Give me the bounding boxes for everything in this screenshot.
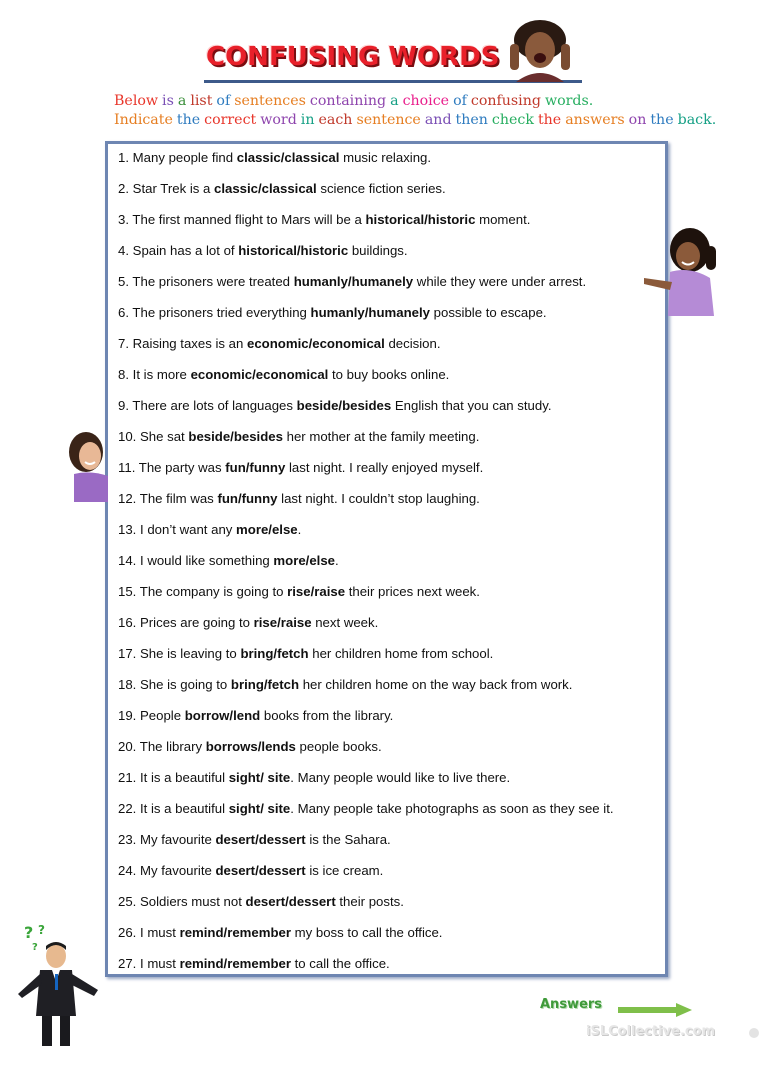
sentence-text: her mother at the family meeting. <box>282 429 480 444</box>
instructions-word: is <box>162 93 174 109</box>
sentence-text: while they were under arrest. <box>413 274 587 289</box>
sentence-text: 12. The film was <box>118 491 218 506</box>
sentence-text: 5. The prisoners were treated <box>118 274 294 289</box>
sentence-text: . <box>297 522 302 537</box>
sentence-text: 3. The first manned flight to Mars will be a <box>118 212 366 227</box>
word-choice: sight/ site <box>228 801 291 816</box>
instructions <box>114 92 717 130</box>
sentence-item <box>118 552 614 583</box>
sentence-item <box>118 304 614 335</box>
instructions-word: choice <box>402 93 450 109</box>
word-choice: borrows/lends <box>205 739 296 754</box>
instructions-word: answers <box>565 112 625 128</box>
instructions-word: the <box>537 112 562 128</box>
sentence-text: 25. Soldiers must not <box>118 894 246 909</box>
instructions-word: of <box>453 93 467 109</box>
sentence-text: science fiction series. <box>316 181 446 196</box>
sentence-text: is the Sahara. <box>305 832 391 847</box>
instructions-word: of <box>216 93 231 109</box>
word-choice: humanly/humanely <box>293 274 414 289</box>
sentence-text: 6. The prisoners tried everything <box>118 305 311 320</box>
instructions-word: a <box>390 93 399 109</box>
sentence-text: . Many people take photographs as soon as they see it. <box>290 801 614 816</box>
sentence-text: to buy books online. <box>328 367 450 382</box>
sentence-text: 13. I don’t want any <box>118 522 237 537</box>
sentence-text: 8. It is more <box>118 367 191 382</box>
sentence-list <box>118 149 614 986</box>
instructions-word: each <box>318 112 353 128</box>
instructions-word: Indicate <box>114 112 173 128</box>
sentence-item <box>118 707 614 738</box>
word-choice: fun/funny <box>217 491 278 506</box>
word-choice: bring/fetch <box>240 646 309 661</box>
sentence-text: 19. People <box>118 708 185 723</box>
sentence-text: 11. The party was <box>118 460 226 475</box>
word-choice: rise/raise <box>253 615 312 630</box>
instructions-word: Below <box>114 93 159 109</box>
word-choice: remind/remember <box>179 925 291 940</box>
sentence-item <box>118 521 614 552</box>
instructions-word: containing <box>309 93 387 109</box>
word-choice: humanly/humanely <box>310 305 430 320</box>
sentence-text: books from the library. <box>260 708 394 723</box>
sentence-item <box>118 211 614 242</box>
sentence-text: music relaxing. <box>339 150 432 165</box>
sentence-frame <box>105 141 668 977</box>
sentence-item <box>118 583 614 614</box>
instructions-line-1 <box>114 93 597 109</box>
sentence-item <box>118 955 614 986</box>
instructions-word: and <box>424 112 452 128</box>
word-choice: beside/besides <box>188 429 283 444</box>
svg-text:?: ? <box>38 923 45 937</box>
word-choice: rise/raise <box>287 584 346 599</box>
svg-text:?: ? <box>32 942 38 953</box>
instructions-word: then <box>455 112 488 128</box>
word-choice: remind/remember <box>179 956 291 971</box>
word-choice: economic/economical <box>247 336 385 351</box>
sentence-text: her children home from school. <box>308 646 494 661</box>
sentence-item <box>118 893 614 924</box>
word-choice: classic/classical <box>236 150 340 165</box>
sentence-item <box>118 397 614 428</box>
sentence-text: . Many people would like to live there. <box>290 770 511 785</box>
sentence-text: decision. <box>384 336 441 351</box>
sentence-text: 26. I must <box>118 925 180 940</box>
peeking-woman-photo <box>66 430 108 502</box>
instructions-word: words. <box>544 93 594 109</box>
word-choice: more/else <box>273 553 335 568</box>
sentence-text: possible to escape. <box>430 305 547 320</box>
word-choice: fun/funny <box>225 460 286 475</box>
sentence-text: 14. I would like something <box>118 553 274 568</box>
sentence-text: 18. She is going to <box>118 677 231 692</box>
sentence-text: to call the office. <box>290 956 390 971</box>
sentence-text: 10. She sat <box>118 429 189 444</box>
sentence-text: 2. Star Trek is a <box>118 181 215 196</box>
svg-text:?: ? <box>24 923 34 942</box>
sentence-text: 24. My favourite <box>118 863 216 878</box>
sentence-text: 23. My favourite <box>118 832 216 847</box>
instructions-line-2 <box>114 112 720 128</box>
page-title: CONFUSING WORDS <box>206 42 500 72</box>
sentence-item <box>118 738 614 769</box>
sentence-text: 20. The library <box>118 739 206 754</box>
word-choice: more/else <box>236 522 298 537</box>
sentence-item <box>118 769 614 800</box>
instructions-word: word <box>260 112 297 128</box>
instructions-word: the <box>176 112 201 128</box>
sentence-text: next week. <box>311 615 379 630</box>
word-choice: beside/besides <box>296 398 392 413</box>
sentence-text: English that you can study. <box>391 398 552 413</box>
word-choice: economic/economical <box>190 367 329 382</box>
instructions-word: list <box>190 93 213 109</box>
sentence-item <box>118 924 614 955</box>
green-arrow-icon[interactable] <box>618 1003 692 1017</box>
instructions-word: correct <box>204 112 257 128</box>
shouting-woman-photo <box>502 18 578 82</box>
answers-link[interactable]: Answers <box>540 997 603 1012</box>
sentence-text: last night. I couldn’t stop laughing. <box>277 491 480 506</box>
sentence-text: 21. It is a beautiful <box>118 770 229 785</box>
instructions-word: the <box>650 112 674 128</box>
word-choice: borrow/lend <box>184 708 261 723</box>
sentence-text: 1. Many people find <box>118 150 237 165</box>
sentence-text: their prices next week. <box>345 584 480 599</box>
sentence-item <box>118 645 614 676</box>
word-choice: desert/dessert <box>245 894 336 909</box>
word-choice: historical/historic <box>365 212 476 227</box>
sentence-item <box>118 676 614 707</box>
sentence-text: moment. <box>475 212 531 227</box>
watermark-logo-icon <box>748 1027 760 1039</box>
sentence-text: 4. Spain has a lot of <box>118 243 239 258</box>
sentence-text: . <box>335 553 339 568</box>
sentence-item <box>118 180 614 211</box>
sentence-item <box>118 273 614 304</box>
sentence-item <box>118 800 614 831</box>
sentence-text: my boss to call the office. <box>290 925 443 940</box>
sentence-item <box>118 831 614 862</box>
instructions-word: back. <box>677 112 717 128</box>
sentence-item <box>118 614 614 645</box>
word-choice: desert/dessert <box>215 832 306 847</box>
word-choice: desert/dessert <box>215 863 306 878</box>
sentence-text: 7. Raising taxes is an <box>118 336 248 351</box>
instructions-word: confusing <box>470 93 541 109</box>
sentence-item <box>118 490 614 521</box>
sentence-text: their posts. <box>335 894 404 909</box>
sentence-item <box>118 149 614 180</box>
sentence-text: 27. I must <box>118 956 180 971</box>
sentence-text: people books. <box>295 739 382 754</box>
instructions-word: in <box>300 112 315 128</box>
sentence-text: buildings. <box>348 243 408 258</box>
sentence-text: 16. Prices are going to <box>118 615 254 630</box>
confused-man-photo <box>12 920 104 1050</box>
instructions-word: sentences <box>234 93 306 109</box>
instructions-word: a <box>177 93 187 109</box>
sentence-text: 15. The company is going to <box>118 584 288 599</box>
sentence-item <box>118 428 614 459</box>
sentence-text: her children home on the way back from work. <box>299 677 573 692</box>
pointing-girl-photo <box>640 226 722 316</box>
sentence-text: 9. There are lots of languages <box>118 398 297 413</box>
sentence-text: 17. She is leaving to <box>118 646 241 661</box>
sentence-text: last night. I really enjoyed myself. <box>285 460 484 475</box>
sentence-text: 22. It is a beautiful <box>118 801 229 816</box>
word-choice: classic/classical <box>214 181 317 196</box>
sentence-item <box>118 242 614 273</box>
watermark: iSLCollective.com <box>586 1024 716 1039</box>
instructions-word: sentence <box>356 112 421 128</box>
sentence-item <box>118 459 614 490</box>
instructions-word: check <box>491 112 534 128</box>
word-choice: bring/fetch <box>230 677 300 692</box>
sentence-item <box>118 366 614 397</box>
sentence-text: is ice cream. <box>305 863 384 878</box>
sentence-item <box>118 862 614 893</box>
sentence-item <box>118 335 614 366</box>
word-choice: historical/historic <box>238 243 349 258</box>
word-choice: sight/ site <box>228 770 291 785</box>
instructions-word: on <box>628 112 647 128</box>
